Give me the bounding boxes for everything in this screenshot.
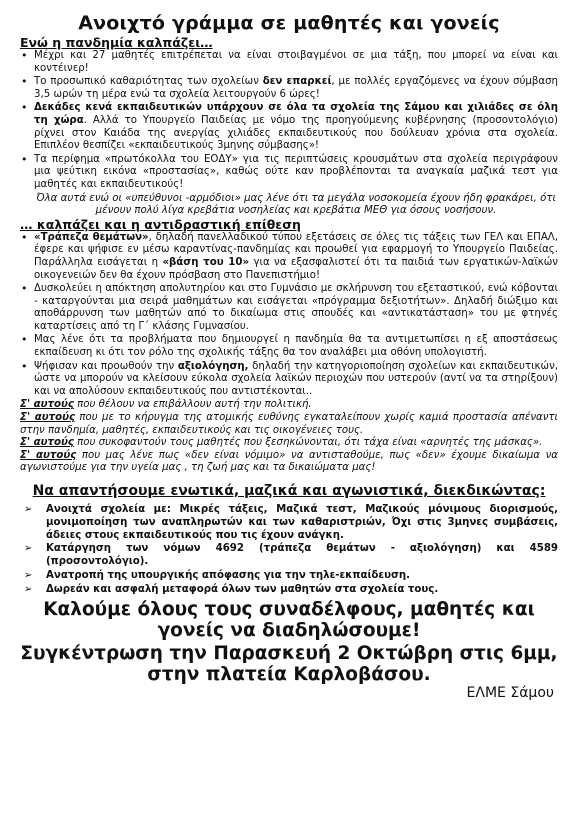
closing-call: Καλούμε όλους τους συναδέλφους, μαθητές και γονείς να διαδηλώσουμε! — [43, 598, 535, 641]
section-heading-reactionary-attack: … καλπάζει και η αντιδραστική επίθεση — [20, 216, 301, 232]
demands-list — [20, 504, 558, 597]
addressee-text: που με το κήρυγμα της ατομικής ευθύνης εγκαταλείπουν χωρίς καμιά προστασία απέναντι στην πανδημία, μαθητές, εκπαιδευτικούς και τις οικογένειες τους. — [20, 412, 558, 436]
text: Τα περίφημα «πρωτόκολλα του ΕΟΔΥ» για τις περιπτώσεις κρουσμάτων στα σχολεία περιγράφουν μια ψεύτικη εικόνα «προστασίας», καθώς ούτε καν προβλέπονται τα αναγκαία μαζικά τεστ για μαθητές και εκπαιδευτικούς! — [34, 153, 558, 190]
bullet-item — [20, 154, 558, 192]
addressee-text: που μας λένε πως «δεν είναι νόμιμο» να αντισταθούμε, πως «δεν» έχουμε δικαίωμα να αγωνιστούμε για την υγεία μας , τη ζωή μας και τα δικαιώματα μας! — [20, 449, 558, 474]
call-heading: Να απαντήσουμε ενωτικά, μαζικά και αγωνιστικά, διεκδικώντας: — [32, 483, 546, 499]
bold-text: αξιολόγηση, — [177, 360, 249, 372]
bold-text: «Τράπεζα θεμάτων» — [34, 231, 149, 243]
demand-item: ➢ Ανοιχτά σχολεία με: Μικρές τάξεις, Μαζικά τεστ, Μαζικούς μόνιμους διορισμούς, μονιμοποίηση των αναπληρωτών και των καθαριστριών, Όχι στις 3μηνες συμβάσεις, άδειες στους εκπαιδευτικούς που τις έχουν ανάγκη. — [20, 504, 558, 542]
addressee-paragraph — [20, 450, 558, 475]
addressee-text: που θέλουν να επιβάλλουν αυτή την πολιτική. — [73, 399, 312, 411]
section-heading-pandemic: Ενώ η πανδημία καλπάζει… — [20, 35, 213, 50]
addressee-lead: Σ' αυτούς — [20, 449, 77, 461]
addressee-paragraphs — [20, 399, 558, 475]
demand-item: ➢ Κατάργηση των νόμων 4692 (τράπεζα θεμάτων - αξιολόγηση) και 4589 (προσοντολόγιο). — [20, 543, 558, 569]
addressee-lead: Σ' αυτούς — [20, 399, 74, 411]
bullet-item — [20, 102, 558, 152]
bullet-item — [20, 283, 558, 333]
text: Ψήφισαν και προωθούν την — [34, 360, 178, 372]
addressee-paragraph — [20, 399, 558, 412]
pandemic-problems-list — [20, 50, 558, 192]
addressee-paragraph — [20, 437, 558, 450]
italic-note: Όλα αυτά ενώ οι «υπεύθυνοι -αρμόδιοι» μας λένε ότι τα μεγάλα νοσοκομεία έχουν ήδη φρακάρει, ότι μένουν πολύ λίγα κρεβάτια νοσηλείας και κρεβάτια ΜΕΘ για όσους νοσήσουν. — [36, 192, 556, 217]
text: για να εξασφαλιστεί ότι τα παιδιά των εργατικών-λαϊκών οικογενειών δεν θα έχουν πρόσβαση στο Πανεπιστήμιο! — [34, 256, 558, 281]
rally-announcement: Συγκέντρωση την Παρασκευή 2 Οκτώβρη στις 6μμ, στην πλατεία Καρλοβάσου. — [20, 642, 558, 685]
text: . Αλλά το Υπουργείο Παιδείας με νόμο της προηγούμενης κυβέρνησης (προσοντολόγιο) ρίχνει στον Καιάδα της ανεργίας χιλιάδες εκπαιδευτικούς που δούλευαν χρόνια στα σχολεία. Επιπλέον θεσπίζει «εκπαιδευτικούς 3μηνης σύμβασης»! — [34, 114, 558, 152]
signature: ΕΛΜΕ Σάμου — [466, 684, 554, 701]
text: Το προσωπικό καθαριότητας των σχολείων — [34, 76, 263, 88]
reactionary-measures-list — [20, 232, 558, 399]
addressee-paragraph — [20, 412, 558, 437]
bold-text: Δεκάδες κενά εκπαιδευτικών υπάρχουν σε όλα τα σχολεία της Σάμου και χιλιάδες σε όλη τη χώρα — [34, 102, 558, 126]
addressee-text: που συκοφαντούν τους μαθητές που ξεσηκώνονται, ότι τάχα είναι «αρνητές της μάσκας». — [73, 437, 543, 449]
text: Μέχρι και 27 μαθητές επιτρέπεται να είναι στοιβαγμένοι σε μια τάξη, που μπορεί να είναι και κοντέινερ! — [34, 50, 558, 74]
text: Μας λένε ότι τα προβλήματα που δημιουργεί η πανδημία θα τα αντιμετωπίσει η εξ αποστάσεως εκπαίδευση κι ότι τον ρόλο της σχολικής τάξης θα τον αναλάβει μια οθόνη υπολογιστή. — [34, 334, 558, 359]
bullet-item — [20, 50, 558, 75]
bullet-item — [20, 76, 558, 101]
text: Δυσκολεύει η απόκτηση απολυτηρίου και στο Γυμνάσιο με σκλήρυνση του εξεταστικού, ενώ κόβονται - καταργούνται μια σειρά μαθημάτων και εισάγεται «πρόγραμμα δεξιοτήτων». Δηλαδή διώξιμο και αποθάρρυνση των μαθητών από το δικαίωμα στις σπουδές και «αντικατάσταση» του με φτηνές καταρτίσεις από τη Γ΄ κλάσης Γυμνασίου. — [34, 283, 558, 332]
bullet-item — [20, 361, 558, 399]
bold-text: «βάση του 10» — [162, 256, 250, 268]
text: , με πολλές εργαζόμενες να έχουν σύμβαση 3,5 ωρών τη μέρα ενώ τα σχολεία λειτουργούν 6 ώρες! — [34, 76, 558, 100]
bullet-item — [20, 232, 558, 282]
addressee-lead: Σ' αυτούς — [20, 437, 74, 449]
demand-item: ➢ Δωρεάν και ασφαλή μεταφορά όλων των μαθητών στα σχολεία τους. — [20, 584, 558, 597]
bold-text: δεν επαρκεί — [262, 76, 332, 88]
page-title: Ανοιχτό γράμμα σε μαθητές και γονείς — [78, 12, 500, 34]
text: , δηλαδή πανελλαδικού τύπου εξετάσεις σε όλες τις τάξεις των ΓΕΛ και ΕΠΑΛ, έφερε και ψήφισε εν μέσω καραντίνας-πανδημίας και προωθεί για εφαρμογή το Υπουργείο Παιδείας. Παράλληλα εισάγεται η — [34, 231, 558, 268]
addressee-lead: Σ' αυτούς — [20, 412, 76, 424]
demand-item: ➢ Ανατροπή της υπουργικής απόφασης για την τηλε-εκπαίδευση. — [20, 570, 558, 583]
text: δηλαδή την κατηγοριοποίηση σχολείων και εκπαιδευτικών, ώστε να μπορούν να κλείσουν εύκολα σχολεία λαϊκών περιοχών που υστερούν (αντί να τα στηρίξουν) και να απολύσουν εκπαιδευτικούς που αντιστέκονται.. — [34, 360, 559, 397]
bullet-item — [20, 334, 558, 359]
